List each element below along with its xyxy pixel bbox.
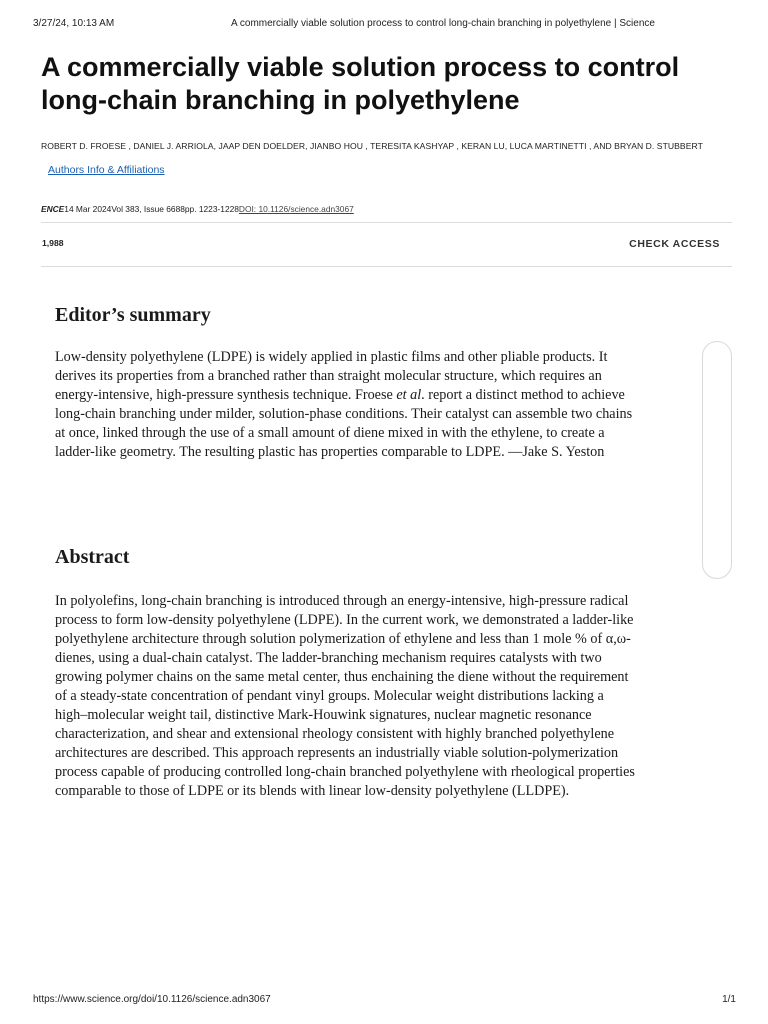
doi-link[interactable]: DOI: 10.1126/science.adn3067 — [238, 204, 354, 214]
print-page-title: A commercially viable solution process to control long-chain branching in polyethylene | Science — [231, 18, 655, 29]
editors-summary-text — [55, 348, 635, 462]
publication-meta — [41, 204, 354, 214]
publication-date: 14 Mar 2024 — [64, 204, 112, 214]
divider — [41, 222, 732, 223]
check-access-button[interactable]: CHECK ACCESS — [629, 238, 720, 250]
article-title: A commercially viable solution process to control long-chain branching in polyethylene — [41, 52, 680, 115]
divider — [41, 266, 732, 267]
print-header — [33, 18, 736, 32]
print-page-number: 1/1 — [722, 994, 736, 1005]
print-url: https://www.science.org/doi/10.1126/science.adn3067 — [33, 994, 271, 1005]
print-datetime: 3/27/24, 10:13 AM — [33, 18, 115, 29]
abstract-text: In polyolefins, long-chain branching is introduced through an energy-intensive, high-pressure radical process to form low-density polyethylene (LDPE). In the current work, we demonstrated a ladder-like polyethylene architecture through solution polymerization of ethylene and less than 1 mole % of α,ω-dienes, using a dual-chain catalyst. The ladder-branching mechanism requires catalysts with two growing polymer chains on the same metal center, thus enchaining the diene without the requirement of a steady-state concentration of pendant vinyl groups. Molecular weight distributions lacking a high–molecular weight tail, distinctive Mark-Houwink signatures, nuclear magnetic resonance characterization, and shear and extensional rheology consistent with highly branched polyethylene architectures are described. This approach represents an industrially viable solution-polymerization process capable of producing controlled long-chain branched polyethylene with rheological properties comparable to those of LDPE or its blends with linear low-density polyethylene (LLDPE). — [55, 593, 635, 799]
side-panel-scroll-tab[interactable] — [702, 341, 732, 579]
editors-summary-heading: Editor’s summary — [55, 304, 211, 326]
print-footer — [33, 994, 736, 1008]
abstract-heading: Abstract — [55, 546, 130, 568]
editors-summary-text-part2: . report a distinct method to achieve long-chain branching under milder, solution-phase conditions. Their catalyst can assemble two chains at once, linked through the use of a small amount of diene mixed in with the ethylene, to create a ladder-like geometry. The resulting plastic has properties comparable to LDPE. —Jake S. Yeston — [55, 387, 633, 460]
editors-summary-italic: et al — [396, 387, 422, 403]
page-range: pp. 1223-1228 — [184, 204, 239, 214]
journal-name: ENCE — [41, 204, 65, 214]
author-list: ROBERT D. FROESE , DANIEL J. ARRIOLA, JAAP DEN DOELDER, JIANBO HOU , TERESITA KASHYAP , KERAN LU, LUCA MARTINETTI , AND BRYAN D. STUBBERT — [41, 141, 703, 151]
metrics-count: 1,988 — [42, 238, 64, 248]
editors-summary-text-part1: Low-density polyethylene (LDPE) is widely applied in plastic films and other pliable products. It derives its properties from a branched rather than straight molecular structure, which requires an energy-intensive, high-pressure synthesis technique. Froese — [55, 349, 608, 403]
authors-info-affiliations-link[interactable]: Authors Info & Affiliations — [48, 164, 165, 176]
volume-issue: Vol 383, Issue 6688 — [111, 204, 185, 214]
